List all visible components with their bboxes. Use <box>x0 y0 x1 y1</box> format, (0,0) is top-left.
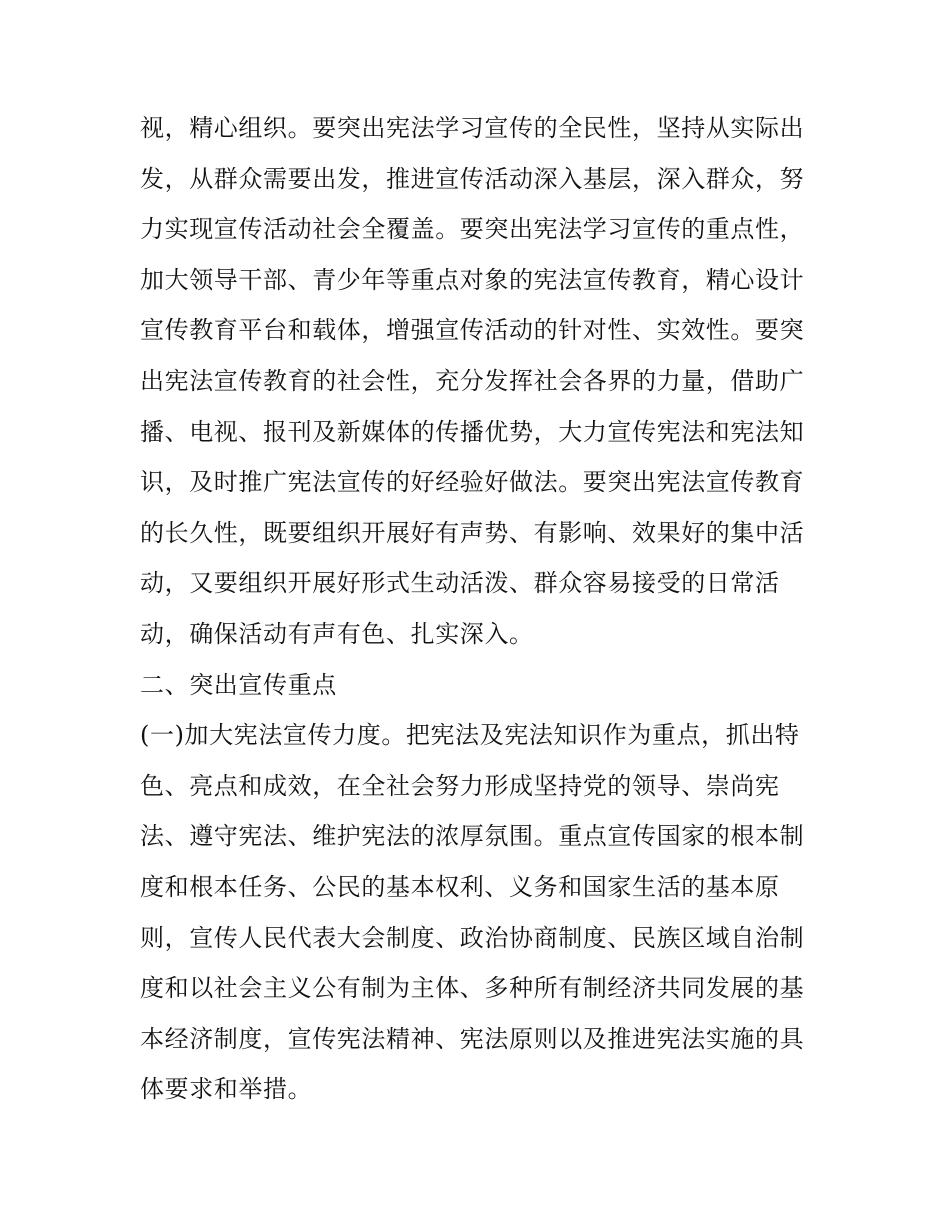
text-line: 宣传教育平台和载体，增强宣传活动的针对性、实效性。要突 <box>140 316 805 345</box>
text-line: 动，确保活动有声有色、扎实深入。 <box>140 619 534 648</box>
text-line: 视，精心组织。要突出宪法学习宣传的全民性，坚持从实际出 <box>140 114 805 142</box>
text-line: 法、遵守宪法、维护宪法的浓厚氛围。重点宣传国家的根本制 <box>140 822 805 851</box>
text-line: 本经济制度，宣传宪法精神、宪法原则以及推进宪法实施的具 <box>140 1024 805 1053</box>
text-line: 则，宣传人民代表大会制度、政治协商制度、民族区域自治制 <box>140 923 805 952</box>
text-line: 动，又要组织开展好形式生动活泼、群众容易接受的日常活 <box>140 569 780 598</box>
text-line: 识，及时推广宪法宣传的好经验好做法。要突出宪法宣传教育 <box>140 468 805 497</box>
text-line: 发，从群众需要出发，推进宣传活动深入基层，深入群众，努 <box>140 164 805 193</box>
text-line: 播、电视、报刊及新媒体的传播优势，大力宣传宪法和宪法知 <box>140 417 805 446</box>
text-line: 加大领导干部、青少年等重点对象的宪法宣传教育，精心设计 <box>140 265 805 294</box>
text-line: 体要求和举措。 <box>140 1075 313 1104</box>
text-line: 度和根本任务、公民的基本权利、义务和国家生活的基本原 <box>140 872 780 901</box>
text-line: 力实现宣传活动社会全覆盖。要突出宪法学习宣传的重点性， <box>140 215 805 244</box>
document-body <box>140 103 820 1115</box>
text-line: (一)加大宪法宣传力度。把宪法及宪法知识作为重点，抓出特 <box>140 721 800 750</box>
text-line: 的长久性，既要组织开展好有声势、有影响、效果好的集中活 <box>140 518 805 547</box>
text-line: 度和以社会主义公有制为主体、多种所有制经济共同发展的基 <box>140 974 805 1003</box>
text-line: 色、亮点和成效，在全社会努力形成坚持党的领导、崇尚宪 <box>140 771 780 800</box>
section-heading: 二、突出宣传重点 <box>140 670 337 699</box>
text-line: 出宪法宣传教育的社会性，充分发挥社会各界的力量，借助广 <box>140 366 805 395</box>
